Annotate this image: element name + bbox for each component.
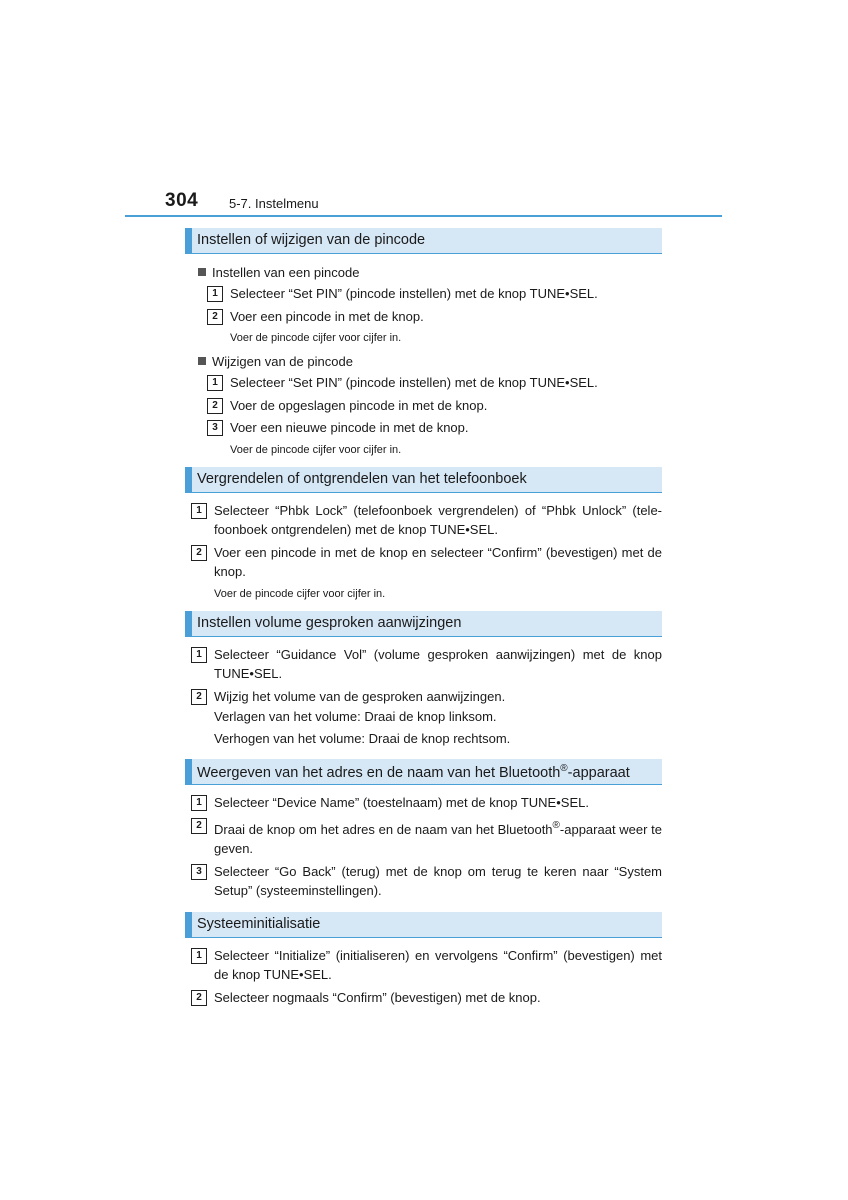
- step: [185, 988, 662, 1008]
- step: [185, 816, 662, 859]
- step-text: Voer de opgeslagen pincode in met de knop.: [230, 397, 488, 413]
- section-pincode: [185, 228, 662, 459]
- step-text: Selecteer nogmaals “Confirm” (bevestigen) met de knop.: [214, 989, 541, 1005]
- page-header: [0, 0, 848, 220]
- step-number: 3: [207, 420, 223, 436]
- step: [185, 946, 662, 985]
- step-text: Selecteer “Set PIN” (pincode instellen) met de knop TUNE•SEL.: [230, 286, 598, 301]
- step-text: Selecteer “Set PIN” (pincode instellen) met de knop TUNE•SEL.: [230, 375, 598, 390]
- section-title: Systeeminitialisatie: [197, 915, 321, 932]
- subsection-title: Wijzigen van de pincode: [198, 351, 662, 373]
- section-title: Weergeven van het adres en de naam van het Bluetooth®-apparaat: [197, 763, 630, 781]
- step-number: 1: [191, 503, 207, 519]
- step: [185, 284, 662, 304]
- chapter-title: 5-7. Instelmenu: [229, 196, 319, 211]
- note: Voer de pincode cijfer voor cijfer in.: [214, 587, 386, 600]
- step: [185, 862, 662, 901]
- step-number: 1: [207, 375, 223, 391]
- step-number: 2: [191, 689, 207, 705]
- step: [185, 307, 662, 327]
- step-text: Selecteer “Device Name” (toestelnaam) met de knop TUNE•SEL.: [214, 795, 589, 810]
- step: [185, 396, 662, 416]
- step-number: 2: [191, 545, 207, 561]
- step: [185, 645, 662, 684]
- section-title: Vergrendelen of ontgrendelen van het telefoonboek: [197, 470, 527, 487]
- section-guidance-volume: [185, 611, 662, 751]
- step-text: Voer een pincode in met de knop en selecteer “Confirm” (bevestigen) met de knop.: [214, 544, 662, 579]
- step-text: Voer een nieuwe pincode in met de knop.: [230, 420, 469, 435]
- step-text: Selecteer “Phbk Lock” (telefoonboek vergrendelen) of “Phbk Unlock” (tele-foonboek ontgrendelen) met de knop TUNE•SEL.: [214, 502, 662, 537]
- page-number: 304: [165, 190, 199, 211]
- section-header: [185, 611, 662, 637]
- section-phonebook-lock: [185, 467, 662, 603]
- step: [185, 418, 662, 438]
- step: [185, 543, 662, 582]
- step: [185, 793, 662, 813]
- section-title: Instellen of wijzigen van de pincode: [197, 232, 426, 248]
- step: [185, 373, 662, 393]
- step-number: 1: [207, 286, 223, 302]
- continuation-text: Verlagen van het volume: Draai de knop linksom.: [214, 709, 497, 724]
- step-text: Selecteer “Guidance Vol” (volume gesproken aanwijzingen) met de knop TUNE•SEL.: [214, 646, 662, 681]
- step-number: 1: [191, 948, 207, 964]
- square-bullet-icon: [198, 357, 206, 365]
- section-title: Instellen volume gesproken aanwijzingen: [197, 614, 462, 631]
- section-system-initialization: [185, 912, 662, 1008]
- section-header: [185, 912, 662, 938]
- subsection-title: Instellen van een pincode: [198, 262, 662, 284]
- step: [185, 687, 662, 707]
- step-number: 3: [191, 864, 207, 880]
- step-number: 2: [207, 398, 223, 414]
- step-text: Draai de knop om het adres en de naam van het Bluetooth®-apparaat weer te geven.: [214, 819, 662, 856]
- note: Voer de pincode cijfer voor cijfer in.: [230, 332, 402, 344]
- step: [185, 501, 662, 540]
- step-number: 2: [191, 990, 207, 1006]
- step-text: Selecteer “Go Back” (terug) met de knop om terug te keren naar “System Setup” (systeeminstellingen).: [214, 863, 662, 898]
- section-bluetooth-device: [185, 759, 662, 901]
- step-text: Selecteer “Initialize” (initialiseren) en vervolgens “Confirm” (bevestigen) met de knop TUNE•SEL.: [214, 947, 662, 982]
- step-number: 1: [191, 647, 207, 663]
- note: Voer de pincode cijfer voor cijfer in.: [230, 443, 402, 456]
- step-number: 1: [191, 795, 207, 811]
- section-header: [185, 467, 662, 493]
- step-text: Wijzig het volume van de gesproken aanwijzingen.: [214, 688, 506, 704]
- continuation-text: Verhogen van het volume: Draai de knop rechtsom.: [214, 731, 511, 746]
- section-header: [185, 228, 662, 254]
- step-text: Voer een pincode in met de knop.: [230, 308, 424, 324]
- header-rule: [125, 215, 722, 217]
- step-number: 2: [191, 818, 207, 834]
- section-header: [185, 759, 662, 785]
- square-bullet-icon: [198, 268, 206, 276]
- step-number: 2: [207, 309, 223, 325]
- content: [185, 228, 662, 1010]
